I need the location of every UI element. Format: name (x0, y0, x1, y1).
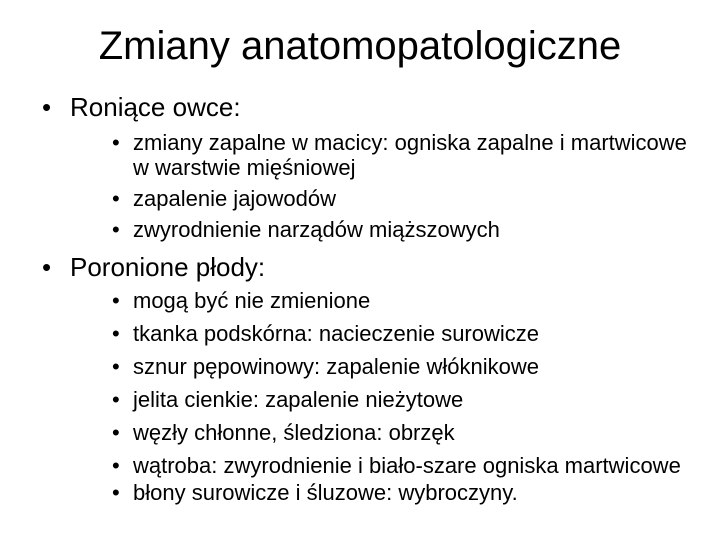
section-heading-roniace-owce (42, 92, 682, 122)
list-item (112, 288, 692, 313)
list-item-text: tkanka podskórna: nacieczenie surowicze (133, 321, 540, 346)
list-item (112, 387, 692, 412)
bullet-icon: • (112, 321, 120, 346)
list-item-text: mogą być nie zmienione (133, 288, 371, 313)
list-item-text: zmiany zapalne w macicy: ogniska zapalne i martwicowe w warstwie mięśniowej (133, 130, 687, 180)
list-item (112, 186, 692, 211)
bullet-icon: • (112, 453, 120, 478)
bullet-icon: • (112, 480, 120, 505)
bullet-icon: • (112, 130, 120, 155)
bullet-icon: • (112, 217, 120, 242)
list-item (112, 480, 692, 505)
list-item (112, 453, 692, 478)
bullet-icon: • (112, 420, 120, 445)
list-item-text: węzły chłonne, śledziona: obrzęk (133, 420, 455, 445)
list-item-text: błony surowicze i śluzowe: wybroczyny. (133, 480, 518, 505)
list-item (112, 130, 692, 180)
bullet-icon: • (112, 387, 120, 412)
list-item (112, 321, 692, 346)
list-item-text: wątroba: zwyrodnienie i biało-szare ogniska martwicowe (133, 453, 681, 478)
list-item-text: jelita cienkie: zapalenie nieżytowe (133, 387, 464, 412)
section-list-poronione-plody (112, 288, 692, 513)
list-item (112, 354, 692, 379)
bullet-icon: • (112, 288, 120, 313)
list-item (112, 420, 692, 445)
list-item-text: zwyrodnienie narządów miąższowych (133, 217, 500, 242)
slide-title: Zmiany anatomopatologiczne (98, 24, 622, 68)
bullet-icon: • (112, 354, 120, 379)
list-item-text: sznur pępowinowy: zapalenie włóknikowe (133, 354, 540, 379)
bullet-icon: • (42, 252, 52, 282)
list-item (112, 217, 692, 242)
bullet-icon: • (42, 92, 52, 122)
list-item-text: zapalenie jajowodów (133, 186, 337, 211)
bullet-icon: • (112, 186, 120, 211)
section-heading-label: Roniące owce: (70, 92, 241, 122)
section-heading-label: Poronione płody: (70, 252, 266, 282)
section-list-roniace-owce (112, 130, 692, 248)
section-heading-poronione-plody (42, 252, 682, 282)
